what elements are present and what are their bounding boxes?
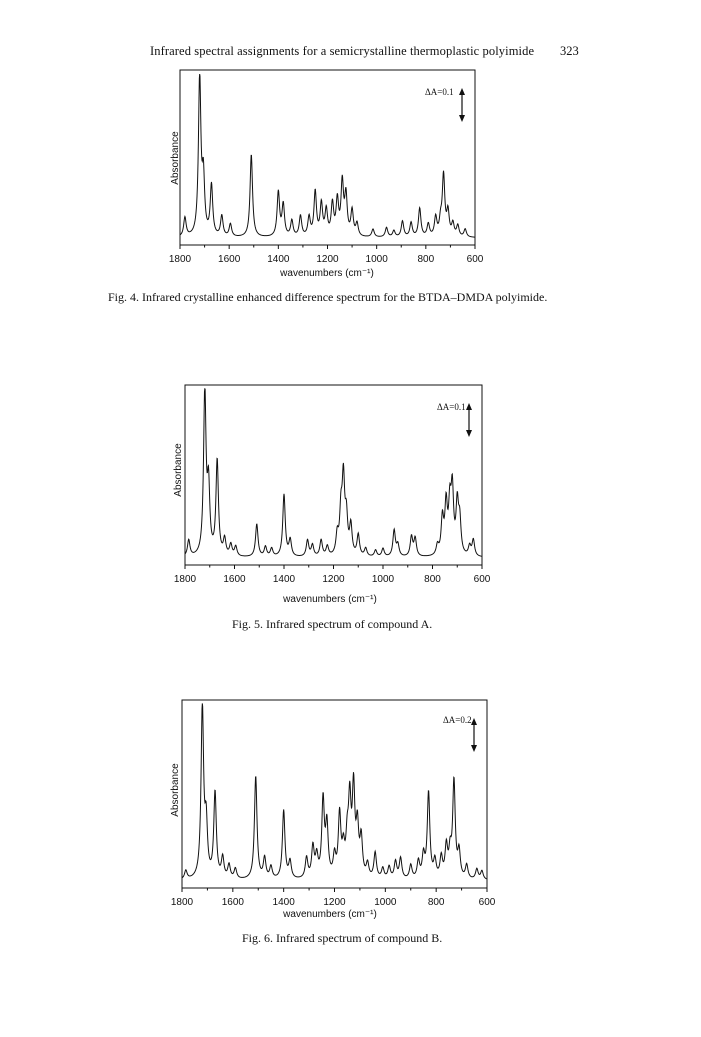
x-tick-label: 600 xyxy=(466,254,484,265)
running-title: Infrared spectral assignments for a semicrystalline thermoplastic polyimide xyxy=(150,44,535,58)
x-tick-label: 800 xyxy=(427,897,445,908)
x-tick-label: 1000 xyxy=(374,897,397,908)
spectrum-line xyxy=(182,703,487,879)
x-tick-label: 600 xyxy=(478,897,496,908)
caption-text: Infrared crystalline enhanced difference spectrum for the BTDA–DMDA polyimide. xyxy=(142,290,548,304)
x-tick-label: 1800 xyxy=(173,574,197,585)
scale-bar-label: ΔA=0.2 xyxy=(443,715,472,725)
x-axis-label: wavenumbers (cm⁻¹) xyxy=(283,909,377,920)
x-tick-label: 600 xyxy=(473,574,491,585)
caption-text: Infrared spectrum of compound B. xyxy=(276,931,443,945)
scale-bar-label: ΔA=0.1 xyxy=(425,87,454,97)
x-axis-label: wavenumbers (cm⁻¹) xyxy=(283,594,377,605)
x-tick-label: 1000 xyxy=(371,574,395,585)
x-tick-label: 800 xyxy=(424,574,441,585)
caption-text: Infrared spectrum of compound A. xyxy=(266,617,433,631)
x-tick-label: 1600 xyxy=(218,254,241,265)
x-tick-label: 1800 xyxy=(168,254,192,265)
figure-number: Fig. 5. xyxy=(232,617,264,631)
x-tick-label: 1000 xyxy=(365,254,388,265)
y-axis-label: Absorbance xyxy=(170,131,181,185)
x-tick-label: 1200 xyxy=(322,574,345,585)
x-tick-label: 1400 xyxy=(267,254,290,265)
x-tick-label: 1600 xyxy=(223,574,246,585)
x-axis-label: wavenumbers (cm⁻¹) xyxy=(280,268,374,279)
x-tick-label: 800 xyxy=(417,254,435,265)
x-tick-label: 1400 xyxy=(272,897,295,908)
x-tick-label: 1600 xyxy=(221,897,244,908)
page-number: 323 xyxy=(560,44,579,58)
scale-bar-arrow-down xyxy=(471,745,477,752)
figure-number: Fig. 4. xyxy=(108,290,140,304)
x-tick-label: 1800 xyxy=(170,897,194,908)
x-tick-label: 1400 xyxy=(272,574,296,585)
scale-bar-label: ΔA=0.1 xyxy=(437,402,466,412)
x-tick-label: 1200 xyxy=(316,254,339,265)
figure-number: Fig. 6. xyxy=(242,931,274,945)
y-axis-label: Absorbance xyxy=(170,763,181,817)
figure-caption xyxy=(242,931,442,946)
x-tick-label: 1200 xyxy=(323,897,346,908)
scale-bar-arrow-up xyxy=(471,718,477,725)
plot-frame xyxy=(182,700,487,888)
y-axis-label: Absorbance xyxy=(173,443,184,497)
